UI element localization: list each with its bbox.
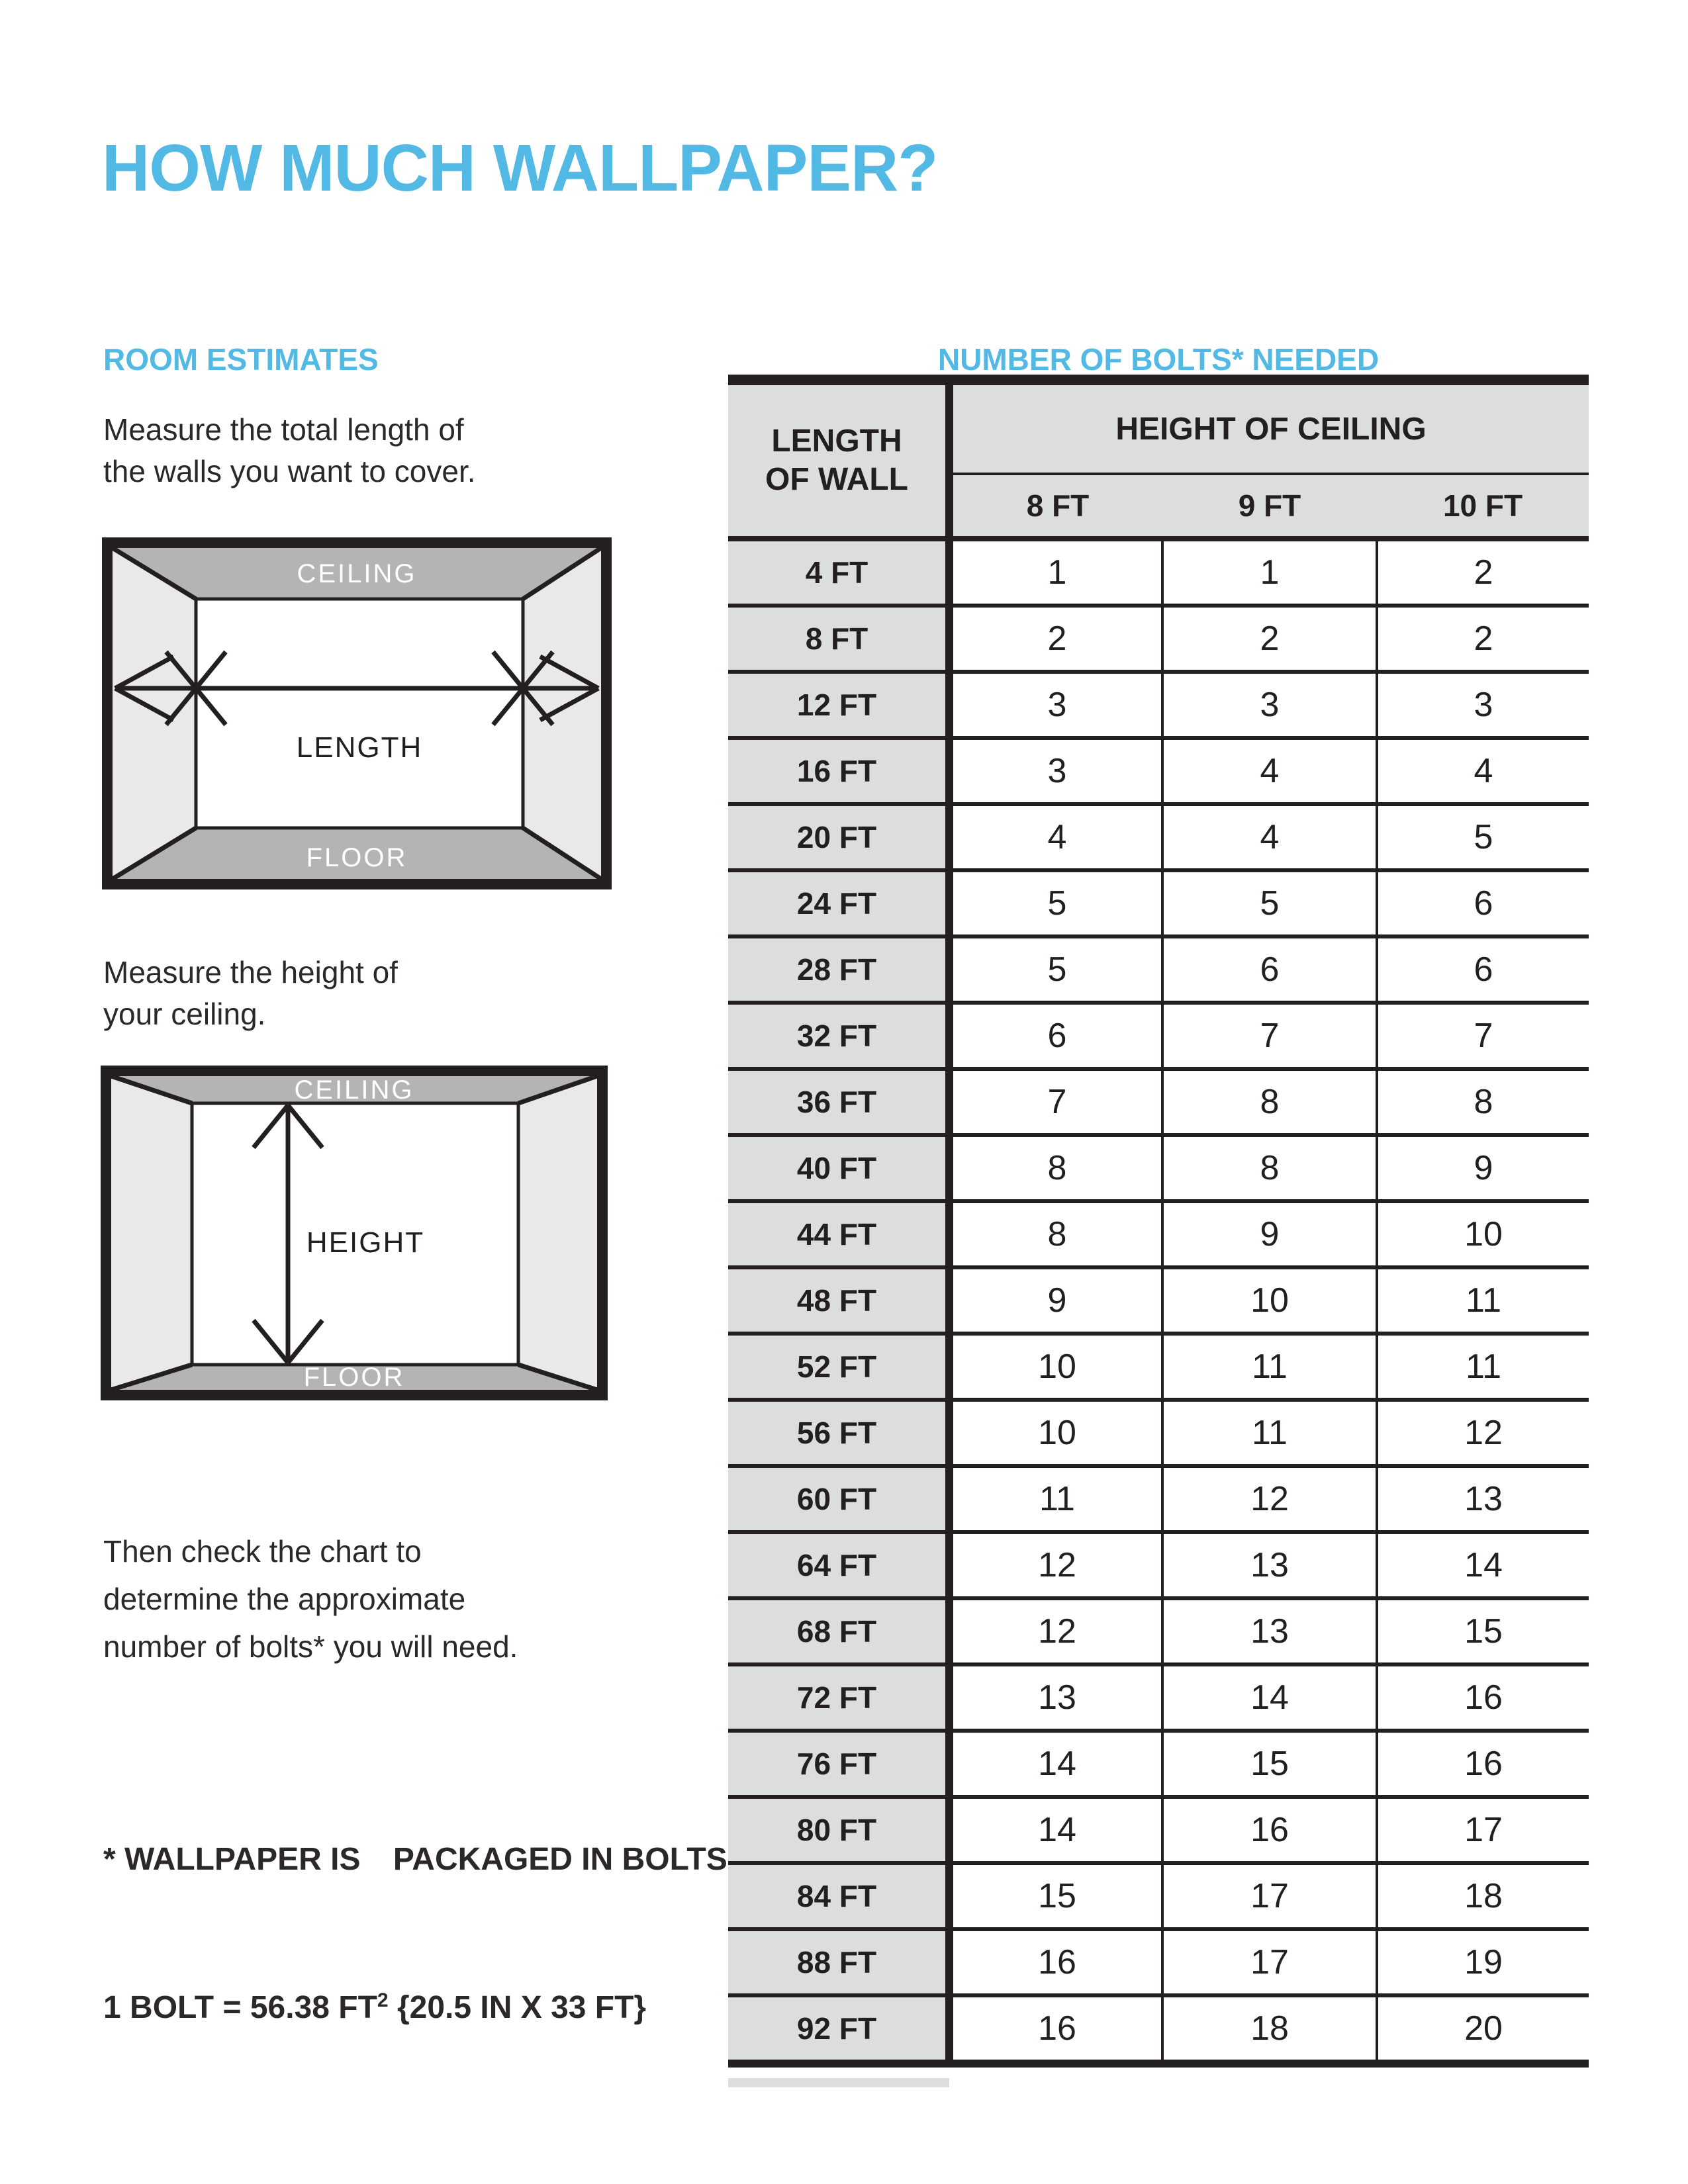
bolt-count-9ft: 18: [1162, 1995, 1377, 2064]
wall-length-label: 68 FT: [728, 1598, 949, 1664]
bolt-count-10ft: 18: [1377, 1863, 1589, 1929]
bolt-count-8ft: 14: [949, 1731, 1162, 1797]
bolt-count-9ft: 8: [1162, 1069, 1377, 1135]
bolt-count-8ft: 3: [949, 672, 1162, 738]
step3-line2: determine the approximate: [103, 1582, 466, 1616]
floor-label: FLOOR: [303, 1363, 405, 1392]
wall-length-label: 32 FT: [728, 1003, 949, 1069]
wall-length-label: 40 FT: [728, 1135, 949, 1201]
bolt-count-9ft: 5: [1162, 870, 1377, 936]
length-of-wall-line1: LENGTH: [771, 424, 902, 459]
bolt-count-8ft: 1: [949, 539, 1162, 606]
col-header-8ft: 8 FT: [949, 474, 1162, 539]
bolt-count-8ft: 4: [949, 804, 1162, 870]
bolt-count-9ft: 7: [1162, 1003, 1377, 1069]
room-length-diagram: [102, 537, 612, 889]
bolt-count-9ft: 14: [1162, 1664, 1377, 1731]
bolt-count-9ft: 12: [1162, 1466, 1377, 1532]
wall-length-label: 44 FT: [728, 1201, 949, 1267]
table-row: [728, 1135, 1589, 1201]
table-row: [728, 1003, 1589, 1069]
table-row: [728, 1201, 1589, 1267]
back-wall: [196, 599, 523, 828]
height-label: HEIGHT: [306, 1226, 425, 1259]
bolt-count-10ft: 19: [1377, 1929, 1589, 1995]
wall-length-label: 12 FT: [728, 672, 949, 738]
bolt-count-8ft: 16: [949, 1929, 1162, 1995]
right-wall-face: [518, 1076, 597, 1390]
bolt-count-9ft: 13: [1162, 1598, 1377, 1664]
table-row: [728, 1664, 1589, 1731]
wall-length-label: 56 FT: [728, 1400, 949, 1466]
step2-line1: Measure the height of: [103, 955, 398, 989]
wall-length-label: 92 FT: [728, 1995, 949, 2064]
room-height-diagram: [101, 1066, 608, 1400]
table-row: [728, 1267, 1589, 1334]
length-of-wall-line2: OF WALL: [765, 462, 908, 497]
right-wall-face: [523, 548, 601, 879]
ceiling-label: CEILING: [294, 1075, 414, 1105]
bolt-equation-line: [103, 1990, 389, 2025]
bolt-count-9ft: 11: [1162, 1334, 1377, 1400]
wall-length-label: 8 FT: [728, 606, 949, 672]
step2-line2: your ceiling.: [103, 997, 266, 1031]
floor-label: FLOOR: [306, 843, 408, 872]
table-row: [728, 1334, 1589, 1400]
bolt-count-10ft: 16: [1377, 1731, 1589, 1797]
bolt-count-9ft: 17: [1162, 1863, 1377, 1929]
ceiling-label: CEILING: [297, 559, 417, 588]
table-row: [728, 1466, 1589, 1532]
left-wall-face: [111, 1076, 192, 1390]
table-row: [728, 1731, 1589, 1797]
note-line1: * WALLPAPER IS: [103, 1842, 361, 1877]
bolt-count-10ft: 16: [1377, 1664, 1589, 1731]
bolt-count-8ft: 14: [949, 1797, 1162, 1863]
left-wall-face: [113, 548, 196, 879]
bolt-count-9ft: 17: [1162, 1929, 1377, 1995]
height-of-ceiling-header: HEIGHT OF CEILING: [949, 380, 1589, 474]
bolt-count-8ft: 10: [949, 1400, 1162, 1466]
wallpaper-bolts-note: [103, 1833, 727, 1886]
wall-length-label: 20 FT: [728, 804, 949, 870]
bolt-count-10ft: 2: [1377, 606, 1589, 672]
table-header-row-main: [728, 380, 1589, 474]
bolt-count-8ft: 5: [949, 936, 1162, 1003]
wall-length-label: 76 FT: [728, 1731, 949, 1797]
bolt-count-8ft: 9: [949, 1267, 1162, 1334]
room-estimates-heading: ROOM ESTIMATES: [103, 342, 379, 377]
bolt-count-8ft: 3: [949, 738, 1162, 804]
col-header-10ft: 10 FT: [1377, 474, 1589, 539]
bolt-count-8ft: 8: [949, 1135, 1162, 1201]
wall-length-label: 24 FT: [728, 870, 949, 936]
bolt-count-10ft: 5: [1377, 804, 1589, 870]
page-title: HOW MUCH WALLPAPER?: [102, 131, 938, 205]
wall-length-label: 64 FT: [728, 1532, 949, 1598]
bolt-count-9ft: 6: [1162, 936, 1377, 1003]
bolt-count-8ft: 8: [949, 1201, 1162, 1267]
bolt-count-9ft: 15: [1162, 1731, 1377, 1797]
bolt-count-10ft: 17: [1377, 1797, 1589, 1863]
table-row: [728, 870, 1589, 936]
bolt-count-8ft: 11: [949, 1466, 1162, 1532]
bolt-count-9ft: 3: [1162, 672, 1377, 738]
wall-length-label: 16 FT: [728, 738, 949, 804]
step3-line3: number of bolts* you will need.: [103, 1629, 518, 1664]
bolt-count-8ft: 12: [949, 1598, 1162, 1664]
bolt-count-10ft: 2: [1377, 539, 1589, 606]
bolt-count-10ft: 15: [1377, 1598, 1589, 1664]
table-row: [728, 1400, 1589, 1466]
bolts-table: [728, 375, 1589, 2068]
bolt-count-10ft: 11: [1377, 1267, 1589, 1334]
bolt-count-8ft: 13: [949, 1664, 1162, 1731]
bolt-equation-exponent: 2: [377, 1989, 389, 2011]
bolt-count-8ft: 12: [949, 1532, 1162, 1598]
step1-text: [103, 409, 476, 492]
wall-length-label: 88 FT: [728, 1929, 949, 1995]
bolt-count-8ft: 7: [949, 1069, 1162, 1135]
bolt-count-9ft: 1: [1162, 539, 1377, 606]
table-row: [728, 672, 1589, 738]
step1-line1: Measure the total length of: [103, 412, 464, 447]
bolt-count-9ft: 11: [1162, 1400, 1377, 1466]
table-row: [728, 539, 1589, 606]
table-row: [728, 606, 1589, 672]
wall-length-label: 60 FT: [728, 1466, 949, 1532]
step3-text: [103, 1527, 518, 1670]
table-row: [728, 1797, 1589, 1863]
step1-line2: the walls you want to cover.: [103, 454, 476, 488]
table-row: [728, 804, 1589, 870]
table-row: [728, 1995, 1589, 2064]
bolt-count-10ft: 13: [1377, 1466, 1589, 1532]
bolt-count-9ft: 2: [1162, 606, 1377, 672]
col-header-9ft: 9 FT: [1162, 474, 1377, 539]
bolt-count-9ft: 10: [1162, 1267, 1377, 1334]
bolt-count-10ft: 10: [1377, 1201, 1589, 1267]
bolt-count-9ft: 16: [1162, 1797, 1377, 1863]
bolt-count-8ft: 5: [949, 870, 1162, 936]
table-row: [728, 1863, 1589, 1929]
wall-length-label: 36 FT: [728, 1069, 949, 1135]
note-line2: PACKAGED IN BOLTS: [393, 1842, 727, 1877]
table-row: [728, 936, 1589, 1003]
table-row: [728, 1598, 1589, 1664]
length-of-wall-header: [728, 380, 949, 539]
wall-length-label: 4 FT: [728, 539, 949, 606]
bolt-count-10ft: 11: [1377, 1334, 1589, 1400]
bolt-count-10ft: 9: [1377, 1135, 1589, 1201]
table-row: [728, 1929, 1589, 1995]
wall-length-label: 28 FT: [728, 936, 949, 1003]
label-column-stub: [728, 2078, 949, 2087]
table-row: [728, 738, 1589, 804]
bolt-count-8ft: 2: [949, 606, 1162, 672]
bolt-count-10ft: 4: [1377, 738, 1589, 804]
table-row: [728, 1069, 1589, 1135]
bolt-count-9ft: 8: [1162, 1135, 1377, 1201]
step2-text: [103, 952, 398, 1035]
wall-length-label: 72 FT: [728, 1664, 949, 1731]
length-label: LENGTH: [296, 731, 423, 764]
bolt-count-9ft: 4: [1162, 738, 1377, 804]
table-row: [728, 1532, 1589, 1598]
bolt-count-8ft: 6: [949, 1003, 1162, 1069]
wall-length-label: 48 FT: [728, 1267, 949, 1334]
bolt-count-10ft: 20: [1377, 1995, 1589, 2064]
bolt-equation-main: 1 BOLT = 56.38 FT: [103, 1990, 377, 2025]
bolt-count-10ft: 14: [1377, 1532, 1589, 1598]
bolt-equation: [103, 1983, 646, 2033]
bolt-count-10ft: 6: [1377, 936, 1589, 1003]
bolt-count-10ft: 7: [1377, 1003, 1589, 1069]
bolts-needed-heading: NUMBER OF BOLTS* NEEDED: [937, 342, 1380, 377]
bolt-count-9ft: 13: [1162, 1532, 1377, 1598]
wall-length-label: 80 FT: [728, 1797, 949, 1863]
bolt-count-10ft: 8: [1377, 1069, 1589, 1135]
bolt-count-10ft: 6: [1377, 870, 1589, 936]
bolt-count-10ft: 12: [1377, 1400, 1589, 1466]
step3-line1: Then check the chart to: [103, 1534, 422, 1569]
bolt-count-9ft: 9: [1162, 1201, 1377, 1267]
bolt-count-8ft: 10: [949, 1334, 1162, 1400]
wall-length-label: 84 FT: [728, 1863, 949, 1929]
bolt-count-10ft: 3: [1377, 672, 1589, 738]
bolt-count-8ft: 16: [949, 1995, 1162, 2064]
bolt-count-9ft: 4: [1162, 804, 1377, 870]
bolt-count-8ft: 15: [949, 1863, 1162, 1929]
wall-length-label: 52 FT: [728, 1334, 949, 1400]
bolt-dimensions: {20.5 IN X 33 FT}: [397, 1990, 647, 2025]
